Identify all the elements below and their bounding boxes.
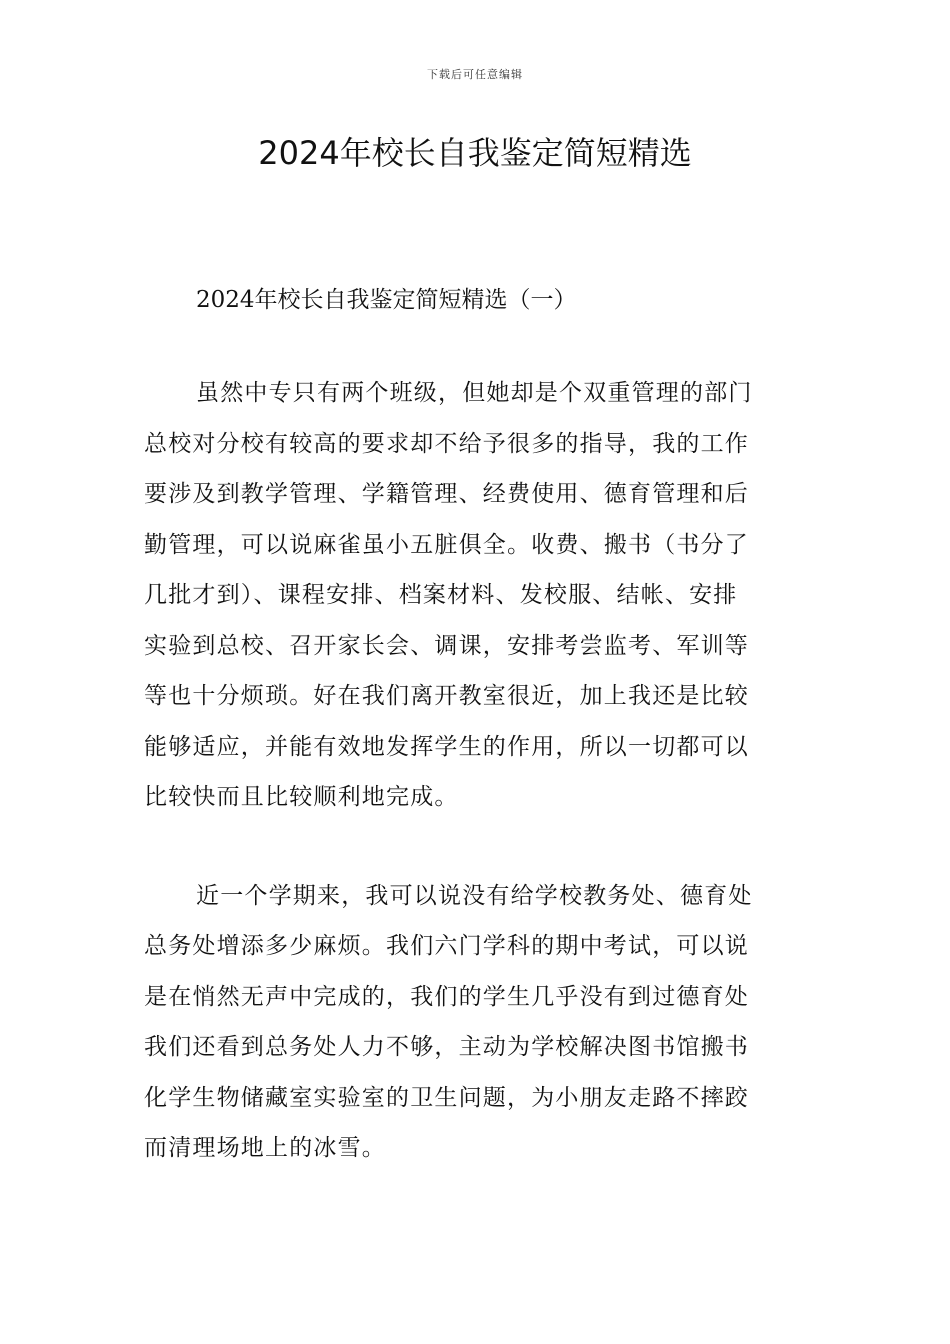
paragraph-line: 几批才到）、课程安排、档案材料、发校服、结帐、安排 [144,582,738,608]
paragraph-line: 比较快而且比较顺利地完成。 [144,784,459,810]
paragraph-line: 化学生物储藏室实验室的卫生问题，为小朋友走路不摔跤 [144,1084,749,1111]
paragraph-line: 近一个学期来，我可以说没有给学校教务处、德育处 [196,882,753,909]
paragraph-line: 能够适应，并能有效地发挥学生的作用，所以一切都可以 [144,733,749,760]
document-body [144,282,806,1222]
paragraph [144,368,806,823]
paragraph-line: 总务处增添多少麻烦。我们六门学科的期中考试，可以说 [144,933,749,959]
paragraph-line: 我们还看到总务处人力不够，主动为学校解决图书馆搬书 [144,1034,749,1060]
paragraph-line: 要涉及到教学管理、学籍管理、经费使用、德育管理和后 [144,481,749,507]
paragraph-line: 总校对分校有较高的要求却不给予很多的指导，我的工作 [144,430,749,457]
paragraph-line: 而清理场地上的冰雪。 [144,1135,386,1161]
header-note: 下载后可任意编辑 [427,68,523,81]
paragraph-line: 等也十分烦琐。好在我们离开教室很近，加上我还是比较 [144,683,749,709]
document-title: 2024年校长自我鉴定简短精选 [258,134,692,172]
paragraph-line: 是在悄然无声中完成的，我们的学生几乎没有到过德育处 [144,983,749,1010]
paragraph-line: 虽然中专只有两个班级，但她却是个双重管理的部门 [196,380,753,406]
section-heading: 2024年校长自我鉴定简短精选（一） [196,287,577,313]
paragraph [144,871,806,1174]
paragraph-line: 实验到总校、召开家长会、调课，安排考尝监考、军训等 [144,632,749,659]
paragraph-line: 勤管理，可以说麻雀虽小五脏俱全。收费、搬书（书分了 [144,531,749,558]
